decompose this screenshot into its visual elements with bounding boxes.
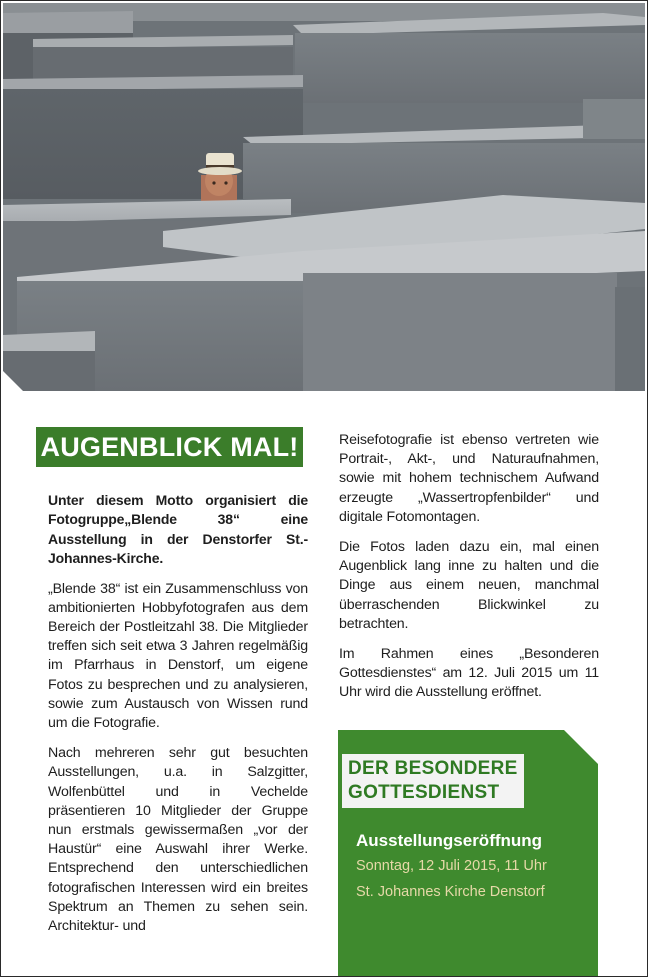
left-column [48,491,308,947]
lead-paragraph: Unter diesem Motto organisiert die Fotogruppe„Blende 38“ eine Ausstellung in der Denstorfer St.-Johannes-Kirche. [48,492,308,567]
photo-corner-cut [3,371,25,391]
headline: AUGENBLICK MAL! [36,427,303,467]
event-subtitle: Ausstellungseröffnung [356,831,543,850]
paragraph-augenblick: Die Fotos laden dazu ein, mal einen Augenblick lang inne zu halten und die Dinge aus einem neuen, manchmal überraschenden Blickwinkel zu betrachten. [339,539,599,632]
right-column [339,431,599,714]
event-box-title-line2: GOTTESDIENST [348,782,500,803]
paragraph-reisefotografie: Reisefotografie ist ebenso vertreten wie Portrait-, Akt-, und Naturaufnahmen, sowie mit hohem technischem Aufwand erzeugte „Wassertropfenbilder“ und digitale Fotomontagen. [339,432,599,525]
event-box-title-line1: DER BESONDERE [348,758,518,779]
paragraph-ausstellungen: Nach mehreren sehr gut besuchten Ausstellungen, u.a. in Salzgitter, Wolfenbüttel und in Vechelde präsentieren 10 Mitglieder der Gruppe nun erstmals gewissermaßen „vor der Haustür“ eine Auswahl ihrer Werke. Entsprechend den unterschiedlichen fotografischen Interessen wird ein breites Spektrum an Themen zu sehen sein. Architektur- und [48,745,308,935]
paragraph-blende: „Blende 38“ ist ein Zusammenschluss von ambitionierten Hobbyfotografen aus dem Bereich der Postleitzahl 38. Die Mitglieder treffen sich seit etwa 3 Jahren regelmäßig im Pfarrhaus in Denstorf, um eigene Fotos zu besprechen und zu analysieren, sowie zum Austausch von Wissen rund um die Fotografie. [48,580,308,732]
memorial-photo-illustration [3,3,645,391]
event-date: Sonntag, 12 Juli 2015, 11 Uhr [356,858,547,874]
event-place: St. Johannes Kirche Denstorf [356,884,545,900]
event-box [338,730,598,977]
event-box-corner-cut [564,730,598,764]
header-photo [3,3,645,391]
event-box-title [342,754,524,808]
paragraph-gottesdienst: Im Rahmen eines „Besonderen Gottesdienstes“ am 12. Juli 2015 um 11 Uhr wird die Ausstellung eröffnet. [339,646,599,701]
